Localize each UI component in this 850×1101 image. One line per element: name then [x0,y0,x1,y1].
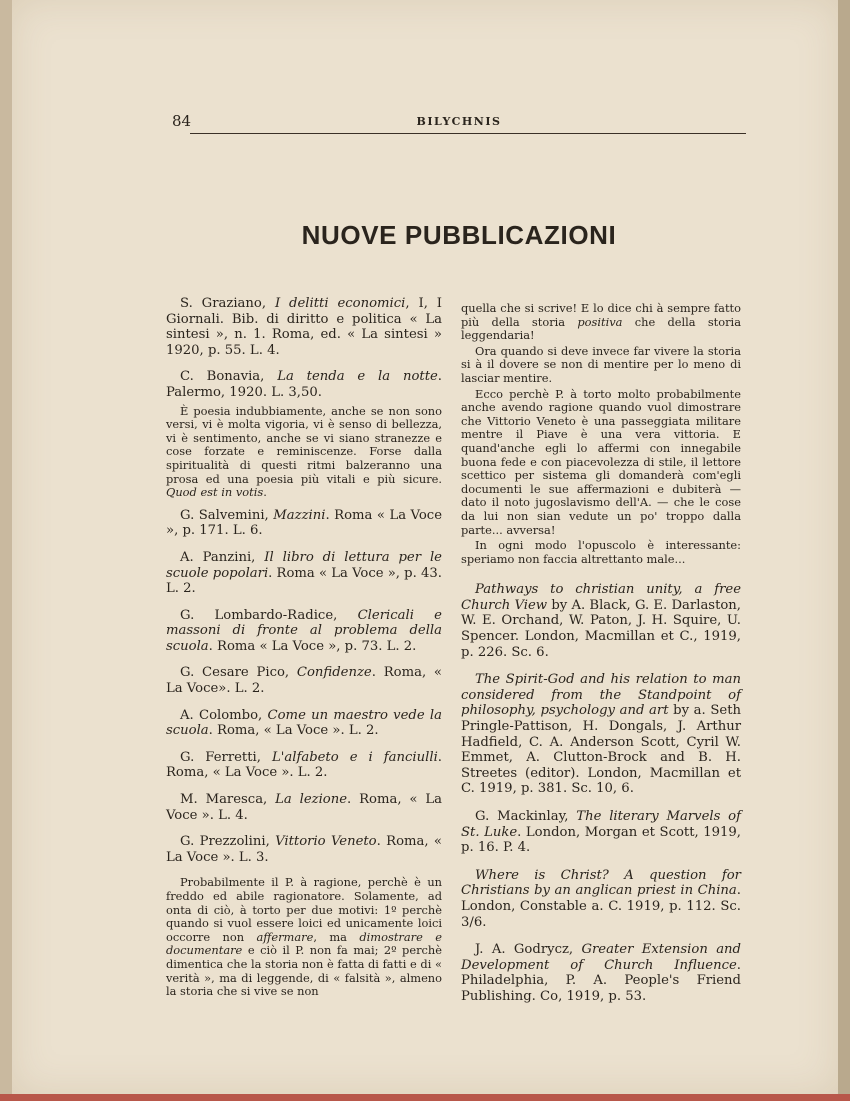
section-title: NUOVE PUBBLICAZIONI [301,220,617,250]
review-paragraph: Ora quando si deve invece far vivere la storia si à il dovere se non di mentire per lo meno di lasciar mentire. [461,343,741,385]
book-entry: G. Lombardo-Radice, Clericali e massoni di fronte al problema della scuola. Roma « La Voce », p. 73. L. 2. [166,607,442,654]
left-column [166,296,442,1007]
book-entry: Where is Christ? A question for Christians by an anglican priest in China. London, Constable a. C. 1919, p. 112. Sc. 3/6. [461,867,741,930]
book-entry: A. Panzini, Il libro di lettura per le scuole popolari. Roma « La Voce », p. 43. L. 2. [166,549,442,597]
book-entry: Pathways to christian unity, a free Church View by A. Black, G. E. Darlaston, W. E. Orchand, W. Paton, J. H. Squire, U. Spencer. London, Macmillan et C., 1919, p. 226. Sc. 6. [461,582,741,660]
book-entry: J. A. Godrycz, Greater Extension and Development of Church Influence. Philadelphia, P. A. People's Friend Publishing. Co, 1919, p. 53. [461,942,741,1004]
review-paragraph: Probabilmente il P. à ragione, perchè è un freddo ed abile ragionatore. Solamente, ad onta di ciò, à torto per due motivi: 1º perchè quando si vuol essere loici ed unicamente loici occorre non affermare, ma dimostrare e documentare e ciò il P. non fa mai; 2º perchè dimentica che la storia non è fatta di fatti e di « verità », ma di leggende, di « falsità », almeno la storia che si vive se non [166,875,442,999]
review-paragraph: Ecco perchè P. à torto molto probabilmente anche avendo ragione quando vuol dimostrare che Vittorio Veneto è una passeggiata militare mentre il Piave è una vera vittoria. E quand'anche egli lo affermi con innegabile buona fede e con piacevolezza di stile, il lettore scettico per sistema gli domanderà com'egli documenti le sue affermazioni e dubiterà — dato il noto jugoslavismo dell'A. — che le cose da lui non sian vedute un po' troppo dalla parte... avversa! [461,386,741,537]
page-edge-right [838,0,850,1101]
cover-edge-bottom [0,1094,850,1101]
book-entry: S. Graziano, I delitti economici, I, I Giornali. Bib. di diritto e politica « La sintesi », n. 1. Roma, ed. « La sintesi » 1920, p. 55. L. 4. [166,296,443,358]
running-title: BILYCHNIS [416,115,502,128]
book-entry: The Spirit-God and his relation to man considered from the Standpoint of philosophy, psychology and art by a. Seth Pringle-Pattison, H. Dongals, J. Arthur Hadfield, C. A. Anderson Scott, Cyril W. Emmet, A. Clutton-Brock and B. H. Streetes (editor). London, Macmillan et C. 1919, p. 381. Sc. 10, 6. [461,672,741,797]
book-entry: G. Salvemini, Mazzini. Roma « La Voce », p. 171. L. 6. [166,507,442,539]
review-paragraph: In ogni modo l'opuscolo è interessante: speriamo non faccia altrettanto male... [461,538,741,566]
header-rule [190,133,746,134]
book-entry: G. Ferretti, L'alfabeto e i fanciulli. Roma, « La Voce ». L. 2. [166,749,442,781]
book-entry: G. Prezzolini, Vittorio Veneto. Roma, « La Voce ». L. 3. [166,834,443,865]
review-paragraph: È poesia indubbiamente, anche se non sono versi, vi è molta vigoria, vi è senso di bellezza, vi è sentimento, anche se vi siano stranezze e cose forzate e reminiscenze. Forse dalla spiritualità di questi ritmi balzeranno una prosa ed una poesia più vitali e più sicure. Quod est in votis. [166,403,442,500]
book-entry: C. Bonavia, La tenda e la notte. Palermo, 1920. L. 3,50. [166,369,442,400]
book-entry: G. Cesare Pico, Confidenze. Roma, « La Voce». L. 2. [166,665,443,697]
book-entry: A. Colombo, Come un maestro vede la scuola. Roma, « La Voce ». L. 2. [166,707,442,739]
book-entry: M. Maresca, La lezione. Roma, « La Voce ». L. 4. [166,792,442,823]
page-number: 84 [172,112,192,130]
page-edge-left [0,0,12,1101]
review-paragraph: quella che si scrive! E lo dice chi à sempre fatto più della storia positiva che della storia leggendaria! [461,301,741,343]
running-header [172,112,746,134]
right-column [461,302,741,1017]
book-entry: G. Mackinlay, The literary Marvels of St. Luke. London, Morgan et Scott, 1919, p. 16. P. 4. [461,809,742,856]
